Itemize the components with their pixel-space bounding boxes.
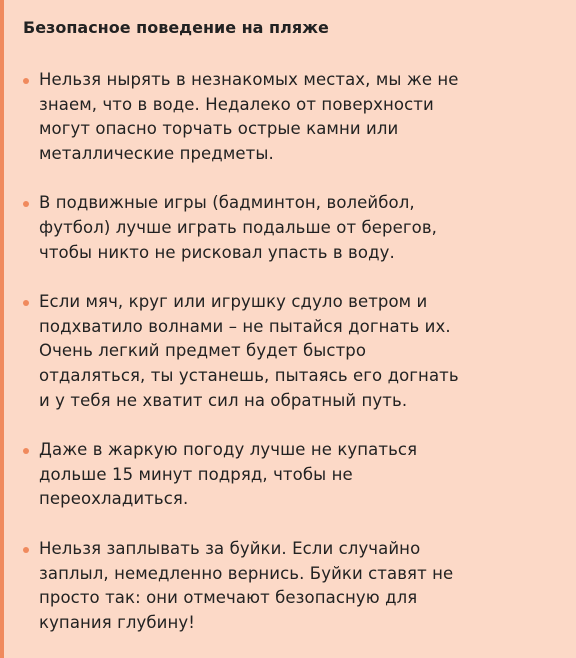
bullet-icon — [23, 201, 29, 207]
list-item-text: В подвижные игры (бадминтон, волейбол, футбол) лучше играть подальше от берегов, чтобы никто не рисковал упасть в воду. — [39, 193, 437, 262]
bullet-icon — [23, 300, 29, 306]
bullet-icon — [23, 547, 29, 553]
list-item-text: Даже в жаркую погоду лучше не купаться дольше 15 минут подряд, чтобы не переохладиться. — [39, 440, 418, 509]
list-item — [23, 537, 469, 635]
list-item — [23, 290, 469, 413]
bullet-icon — [23, 78, 29, 84]
list-item-text: Нельзя нырять в незнакомых местах, мы же не знаем, что в воде. Недалеко от поверхности могут опасно торчать острые камни или металлические предметы. — [39, 70, 459, 163]
card-title: Безопасное поведение на пляже — [23, 18, 329, 37]
list-item — [23, 438, 469, 512]
list-item — [23, 68, 469, 166]
list-item — [23, 191, 469, 265]
safety-tips-list — [23, 68, 556, 635]
list-item-text: Нельзя заплывать за буйки. Если случайно заплыл, немедленно вернись. Буйки ставят не просто так: они отмечают безопасную для купания глубину! — [39, 538, 454, 632]
bullet-icon — [23, 448, 29, 454]
list-item-text: Если мяч, круг или игрушку сдуло ветром и подхватило волнами – не пытайся догнать их. Очень легкий предмет будет быстро отдаляться, ты устанешь, пытаясь его догнать и у тебя не хватит сил на обратный путь. — [39, 292, 459, 410]
